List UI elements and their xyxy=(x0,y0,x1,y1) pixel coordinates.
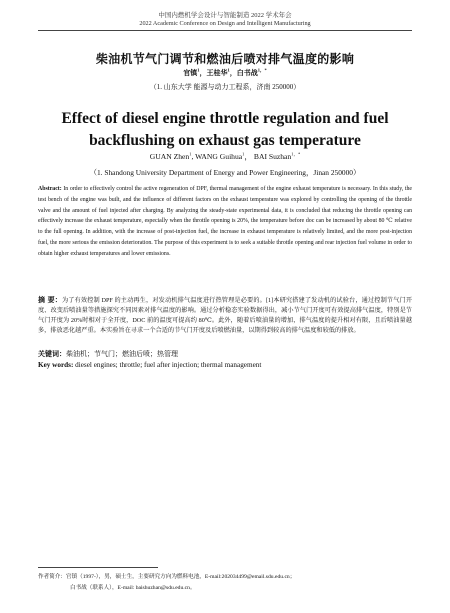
en-keywords-label: Key words: xyxy=(38,361,74,369)
english-authors: GUAN Zhen$^1$, WANG Guihua$^1$， BAI Suzhan$^{1,*}$ xyxy=(149,151,301,161)
english-title: Effect of diesel engine throttle regulation and fuel backflushing on exhaust gas temperature xyxy=(61,110,389,149)
running-header-cn: 中国内燃机学会设计与智能制造 2022 学术年会 xyxy=(158,12,292,19)
footnote-author-info: 作者简介：官镇（1997-），男，硕士生，主要研究方向为燃料电池，E-mail:202034499@email.sdu.edu.cn； xyxy=(38,574,296,580)
cn-keywords-text: 柴油机；节气门；燃油后喷；热管理 xyxy=(66,350,178,358)
cn-author-3-sup: 1，* xyxy=(257,67,267,73)
en-author-1-sup: 1 xyxy=(189,151,192,157)
en-author-1: GUAN Zhen xyxy=(149,152,190,161)
cn-author-3: 白书战 xyxy=(236,69,258,77)
chinese-abstract xyxy=(38,295,412,336)
en-author-2: WANG Guihua xyxy=(195,152,243,161)
en-keywords-text: diesel engines; throttle; fuel after injection; thermal management xyxy=(73,361,262,369)
cn-author-1-sup: 1 xyxy=(197,67,200,73)
chinese-title: 柴油机节气门调节和燃油后喷对排气温度的影响 xyxy=(95,52,355,66)
abstract-label: Abstract: xyxy=(38,186,62,192)
en-author-2-sup: 1 xyxy=(242,151,245,157)
cn-keywords-label: 关键词： xyxy=(38,350,66,358)
running-header-en: 2022 Academic Conference on Design and Intelligent Manufacturing xyxy=(139,20,311,27)
cn-abstract-label: 摘 要： xyxy=(38,296,62,304)
footnote-contact: 白书战（联系人），E-mail: baishuzhan@sdu.edu.cn。 xyxy=(70,585,196,591)
chinese-keywords xyxy=(38,349,412,359)
chinese-affiliation: （1. 山东大学 能源与动力工程系，济南 250000） xyxy=(149,83,301,91)
cn-abstract-text: 为了有效控制 DPF 的主动再生，对发动机排气温度进行热管理是必要的。[1]本研究搭建了发动机的试验台，通过控制节气门开度、改变后喷油量等措施探究不同因素对排气温度的影响。通过分析稳态实验数据得出，减小节气门开度可有效提高排气温度，特别是节气门开度为 20%时相对于全开度，DOC 前的温度可提高约 80℃。此外，随着后喷油量的增加，排气温度的提升相对有限，且后喷油量越多，排放恶化越严重。本实验旨在寻求一个合适的节气门开度及后喷燃油量，以期得到较高的排气温度和较低的排放。 xyxy=(38,297,413,334)
cn-author-1: 官镇 xyxy=(183,69,198,77)
cn-author-2-sup: 1 xyxy=(227,67,230,73)
english-affiliation: （1. Shandong University Department of Energy and Power Engineering，Jinan 250000） xyxy=(89,168,361,177)
abstract-text: In order to effectively control the active regeneration of DPF, thermal management of the engine exhaust temperature is necessary. In this study, the test bench of the engine was built, and the influence of different factors on the exhaust temperature was explored by controlling the opening of the throttle valve and the amount of fuel injected after charging. By analyzing the steady-state experimental data, it is concluded that reducing the throttle opening can effectively increase the exhaust temperature, especially when the throttle opening is 20%, the temperature before doc can be increased by about 80 ℃ relative to the full opening. In addition, with the increase of post-injection fuel, the increase in exhaust temperature is relatively limited, and the more post-injection fuel, the more serious the emission deterioration. The purpose of this experiment is to seek a suitable throttle opening and rear injection fuel volume in order to obtain higher exhaust temperatures and lower emissions. xyxy=(38,186,412,257)
header-rule xyxy=(38,30,412,31)
en-author-3-sup: 1，* xyxy=(291,151,301,157)
english-abstract xyxy=(38,184,412,260)
en-author-3: BAI Suzhan xyxy=(253,152,292,161)
footnote-rule xyxy=(38,567,158,568)
cn-author-2: 王桂华 xyxy=(206,69,228,77)
chinese-authors: 官镇$^1$，王桂华$^1$，白书战$^{1,*}$ xyxy=(183,67,267,77)
english-keywords xyxy=(38,361,412,369)
